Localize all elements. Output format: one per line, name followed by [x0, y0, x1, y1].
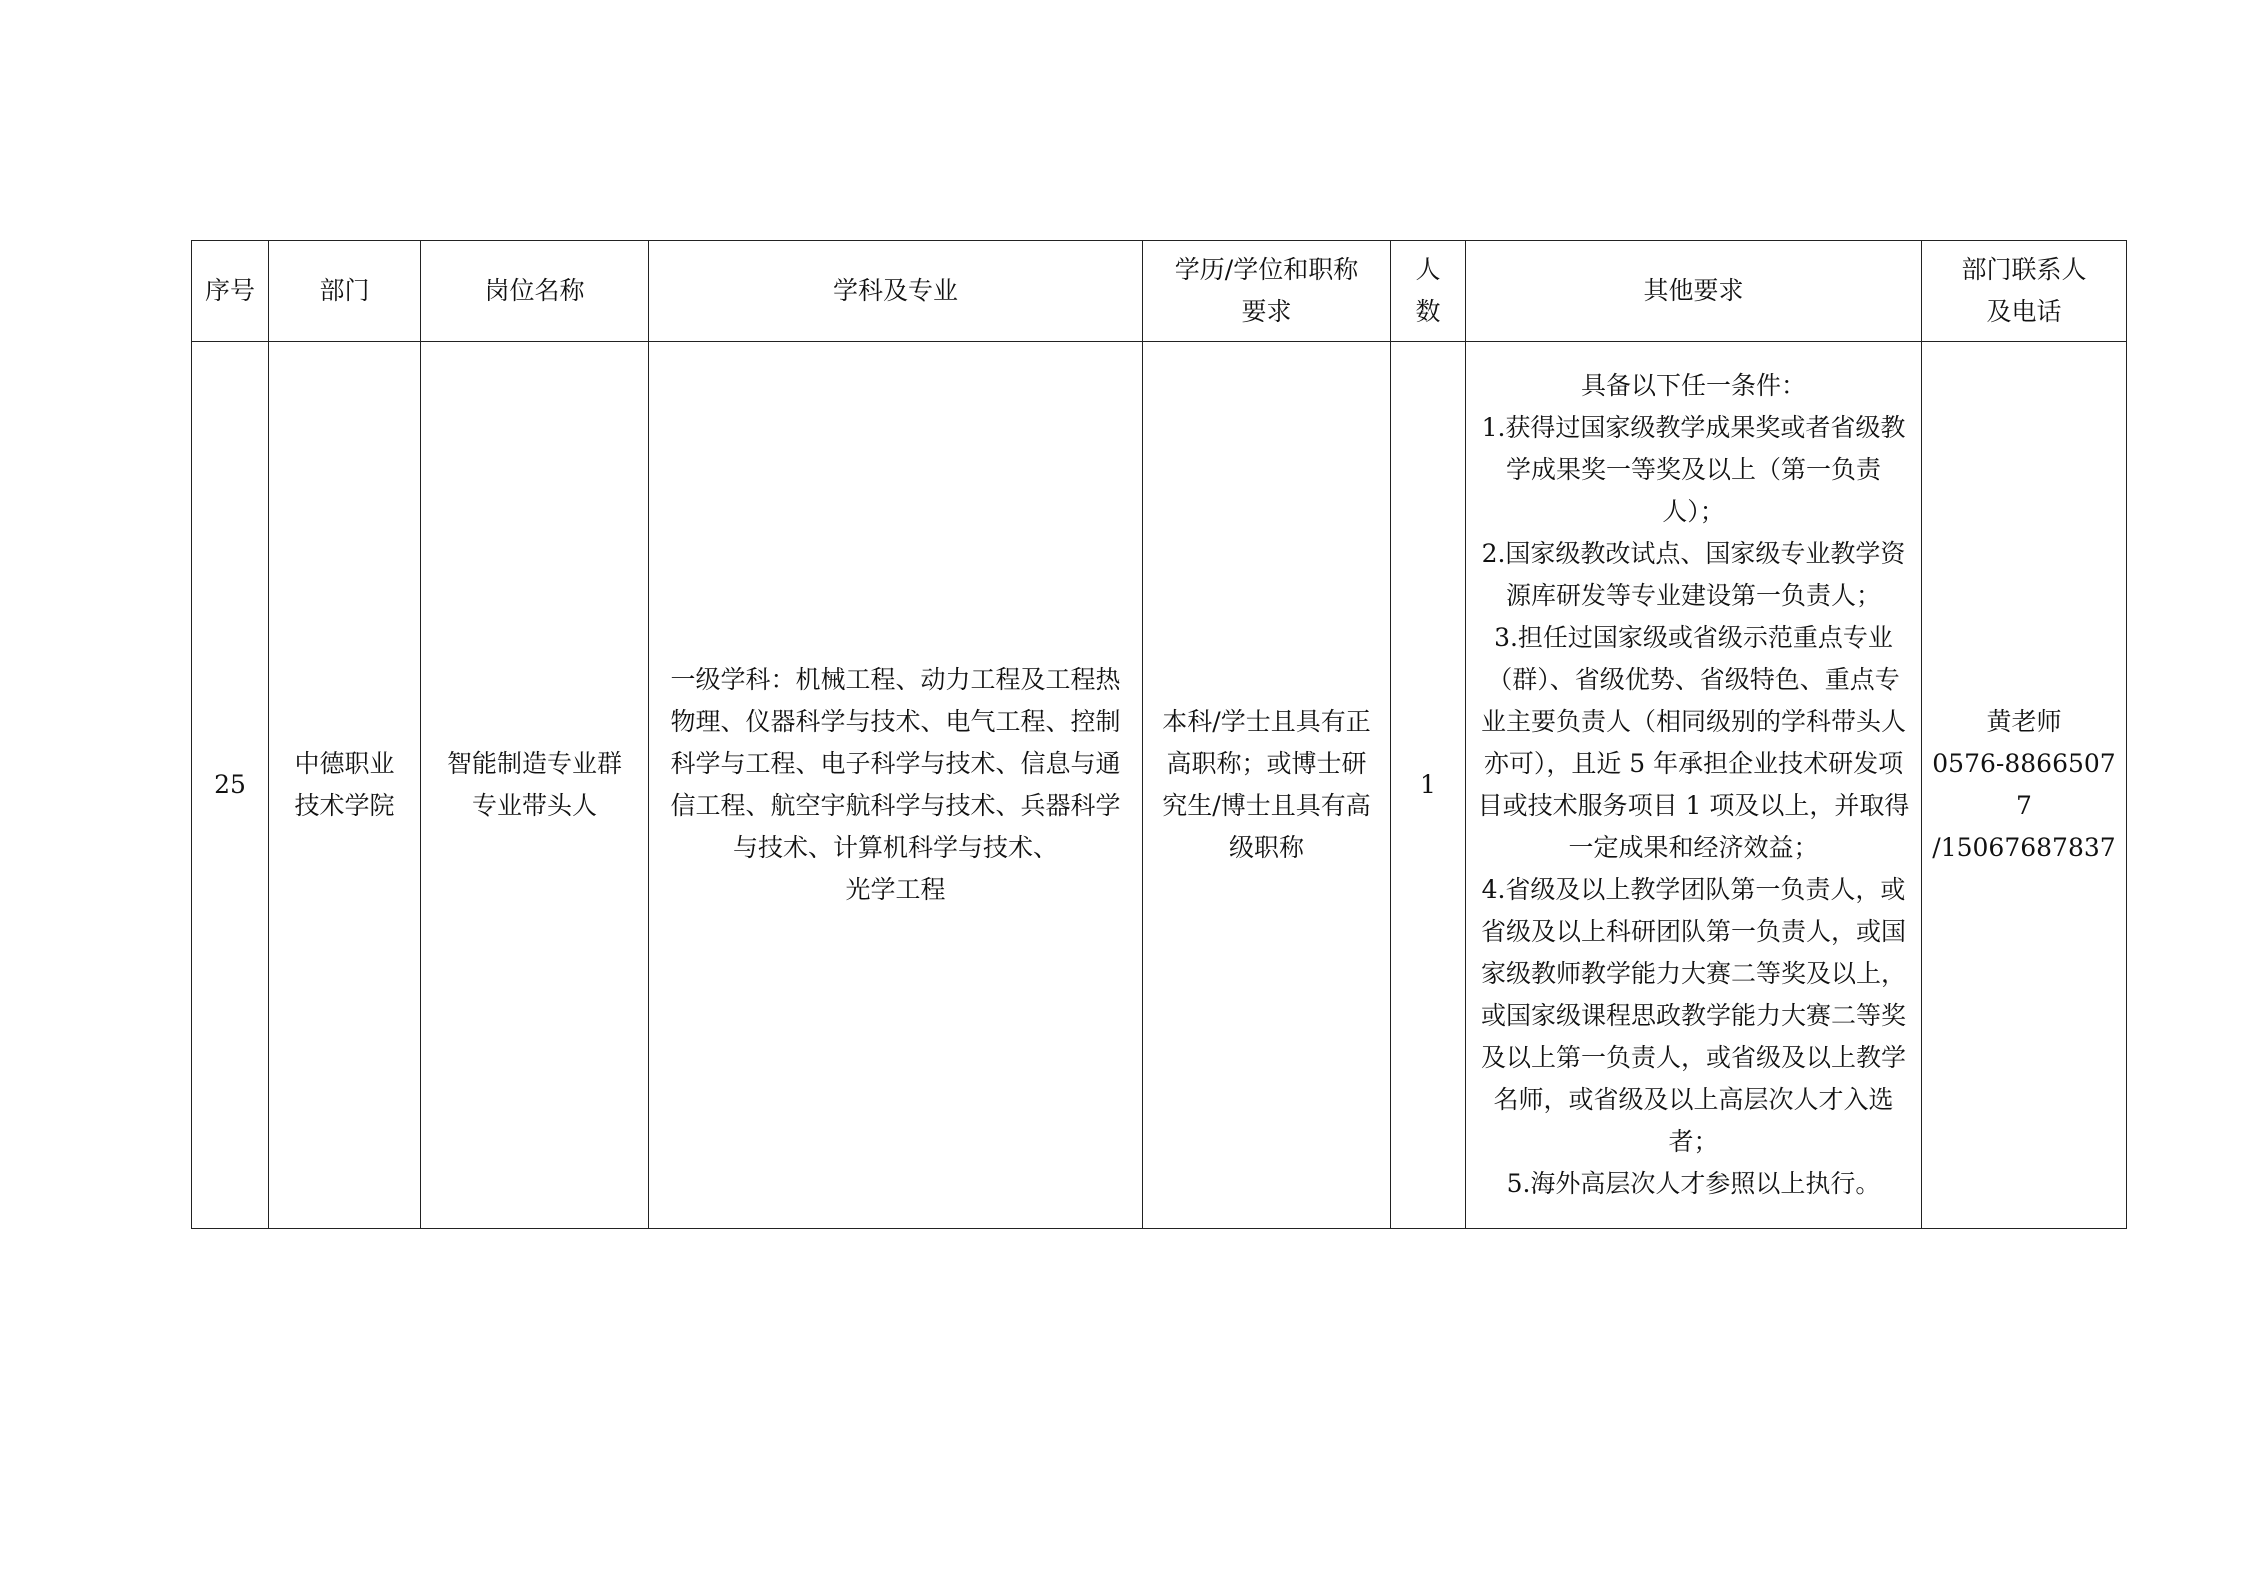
header-index: 序号: [192, 241, 269, 342]
header-discipline: 学科及专业: [649, 241, 1143, 342]
header-contact: 部门联系人及电话: [1922, 241, 2127, 342]
contact-mobile: /15067687837: [1932, 833, 2116, 862]
cell-count: 1: [1391, 342, 1466, 1229]
header-position: 岗位名称: [421, 241, 649, 342]
requirement-intro: 具备以下任一条件：: [1580, 371, 1806, 400]
discipline-tail: 光学工程: [845, 875, 946, 904]
header-department: 部门: [269, 241, 421, 342]
header-count: 人数: [1391, 241, 1466, 342]
table-row: [192, 342, 2127, 1229]
contact-phone: 0576-88665077: [1932, 749, 2116, 820]
requirement-item-1: 1.获得过国家级教学成果奖或者省级教学成果奖一等奖及以上（第一负责人）；: [1481, 413, 1906, 526]
requirement-item-3: 3.担任过国家级或省级示范重点专业（群）、省级优势、省级特色、重点专业主要负责人（相同级别的学科带头人亦可），且近 5 年承担企业技术研发项目或技术服务项目 1 项及以上，并取得一定成果和经济效益；: [1477, 623, 1910, 862]
header-row: [192, 241, 2127, 342]
header-other: 其他要求: [1466, 241, 1922, 342]
cell-position: 智能制造专业群专业带头人: [421, 342, 649, 1229]
cell-index: 25: [192, 342, 269, 1229]
requirement-item-5: 5.海外高层次人才参照以上执行。: [1506, 1169, 1881, 1198]
cell-other-requirements: [1466, 342, 1922, 1229]
cell-education: 本科/学士且具有正高职称；或博士研究生/博士且具有高级职称: [1143, 342, 1391, 1229]
header-education: 学历/学位和职称要求: [1143, 241, 1391, 342]
cell-discipline: [649, 342, 1143, 1229]
cell-contact: [1922, 342, 2127, 1229]
requirement-item-2: 2.国家级教改试点、国家级专业教学资源库研发等专业建设第一负责人；: [1481, 539, 1906, 610]
contact-name: 黄老师: [1986, 707, 2062, 736]
requirement-item-4: 4.省级及以上教学团队第一负责人，或省级及以上科研团队第一负责人，或国家级教师教学能力大赛二等奖及以上，或国家级课程思政教学能力大赛二等奖及以上第一负责人，或省级及以上教学名师，或省级及以上高层次人才入选者；: [1480, 875, 1906, 1156]
cell-department: 中德职业技术学院: [269, 342, 421, 1229]
recruitment-table: [191, 240, 2127, 1229]
discipline-text: 一级学科：机械工程、动力工程及工程热物理、仪器科学与技术、电气工程、控制科学与工程、电子科学与技术、信息与通信工程、航空宇航科学与技术、兵器科学与技术、计算机科学与技术、: [670, 665, 1121, 862]
